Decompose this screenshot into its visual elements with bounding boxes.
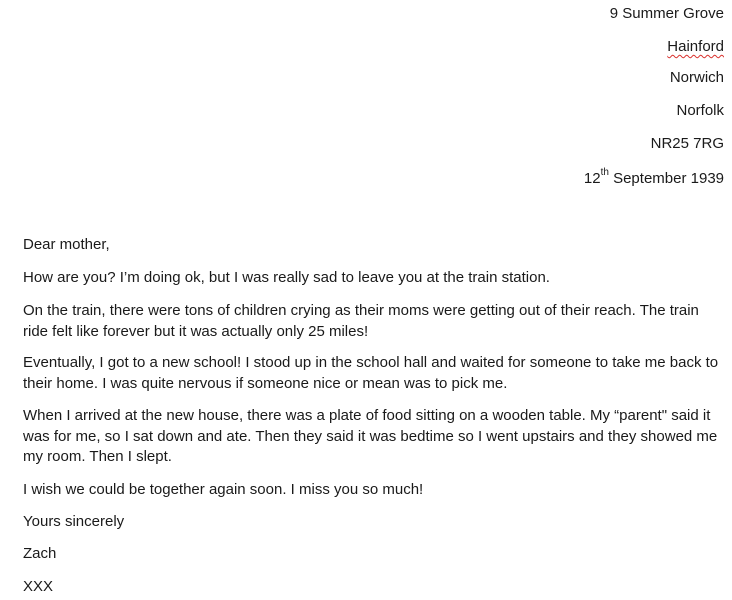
date-day-suffix: th — [600, 167, 609, 178]
date-day: 12 — [583, 170, 601, 187]
letter-greeting: Dear mother, — [23, 236, 110, 253]
date-month-year: September 1939 — [608, 170, 724, 187]
paragraph-wish: I wish we could be together again soon. I miss you so much! — [23, 481, 424, 498]
paragraph-how-are-you: How are you? I’m doing ok, but I was really sad to leave you at the train station. — [23, 269, 550, 286]
address-city: Norwich — [669, 69, 724, 86]
address-village — [667, 38, 724, 56]
paragraph-school: Eventually, I got to a new school! I stood up in the school hall and waited for someone to take me back to their home. I was quite nervous if someone nice or mean was to pick me. — [23, 354, 719, 392]
paragraph-train: On the train, there were tons of children crying as their moms were getting out of their reach. The train ride felt like forever but it was actually only 25 miles! — [23, 302, 699, 340]
address-street: 9 Summer Grove — [609, 5, 724, 22]
letter-date — [583, 167, 724, 188]
letter-signature: Zach — [23, 545, 57, 562]
address-postcode: NR25 7RG — [650, 135, 724, 152]
letter-kisses: XXX — [23, 578, 54, 595]
paragraph-new-house: When I arrived at the new house, there was a plate of food sitting on a wooden table. My “parent" said it was for me, so I sat down and ate. Then they said it was bedtime so I went upstairs and they showed me my room. Then I slept. — [23, 407, 718, 465]
letter-closing: Yours sincerely — [23, 513, 125, 530]
address-village-text: Hainford — [667, 38, 724, 55]
address-county: Norfolk — [676, 102, 724, 119]
